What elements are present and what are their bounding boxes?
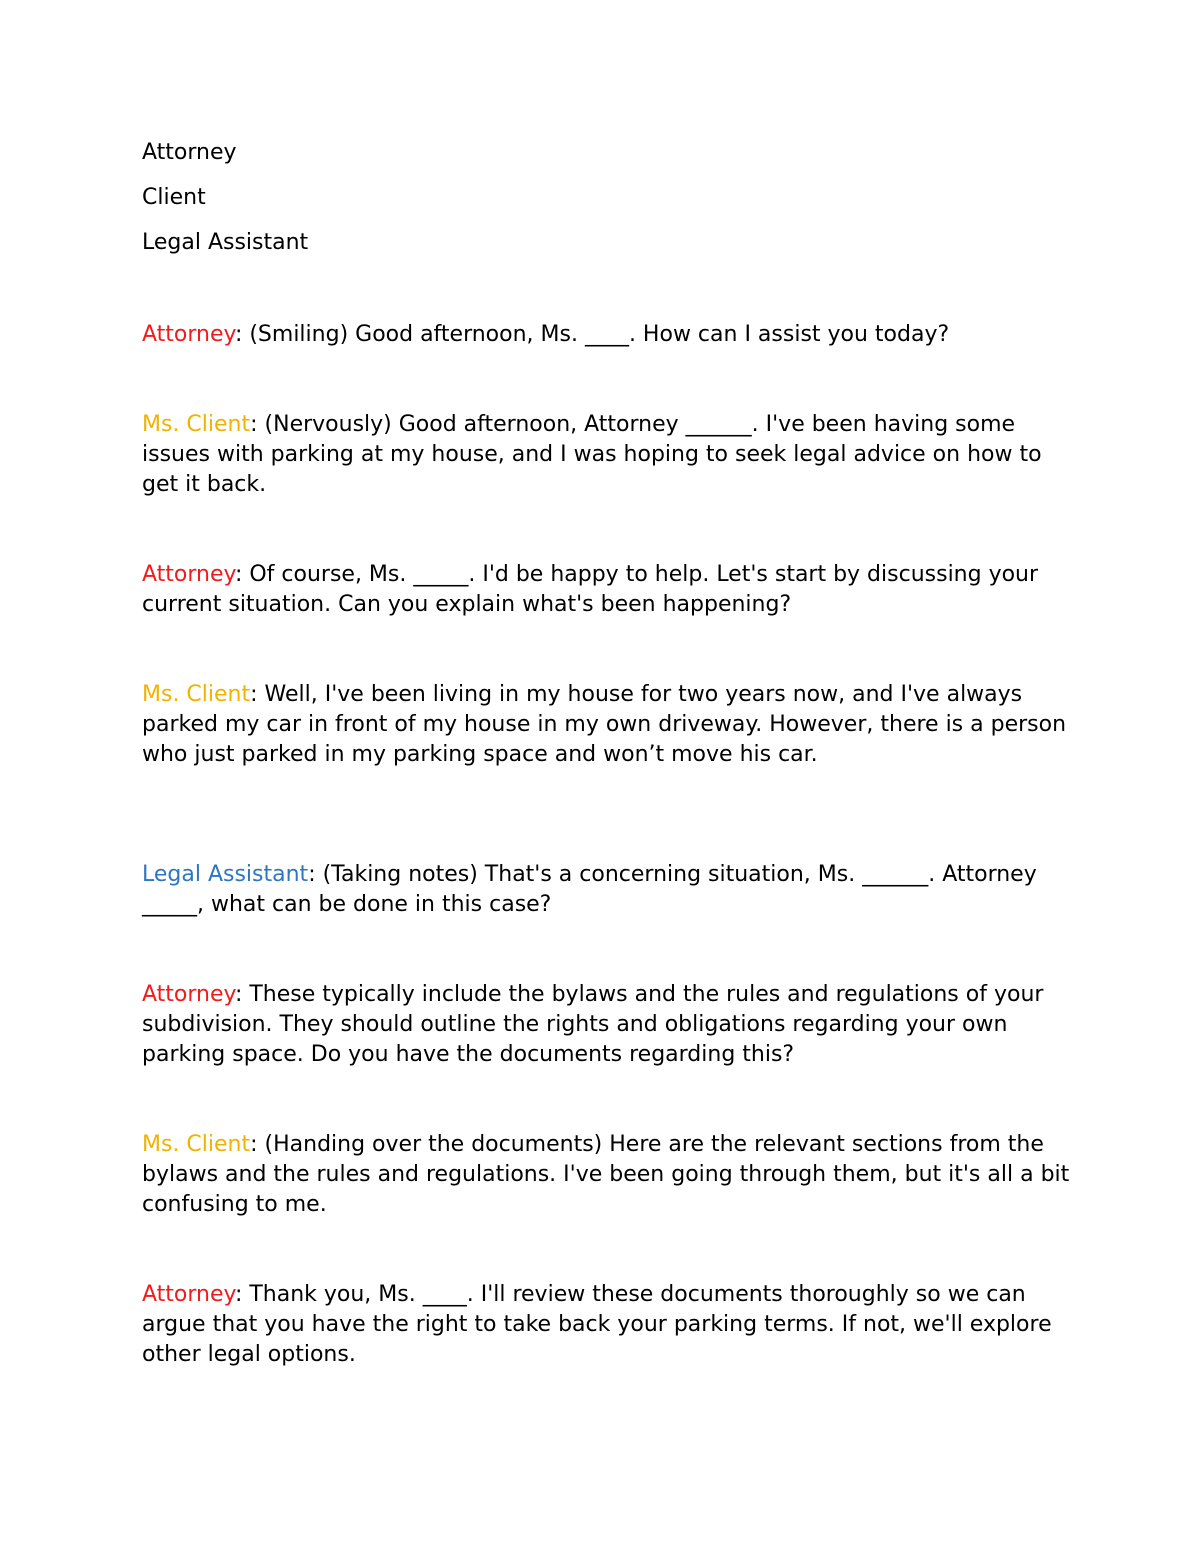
- dialogue-text: : (Nervously) Good afternoon, Attorney ______. I've been having some issues with parking at my house, and I was hoping to seek legal advice on how to get it back.: [142, 412, 1042, 497]
- speaker-client: Ms. Client: [142, 1132, 251, 1157]
- speaker-attorney: Attorney: [142, 982, 235, 1007]
- speaker-attorney: Attorney: [142, 322, 235, 347]
- dialogue-line: [142, 680, 1082, 770]
- speaker-client: Ms. Client: [142, 412, 251, 437]
- dialogue-text: : (Smiling) Good afternoon, Ms. ____. How can I assist you today?: [234, 322, 950, 347]
- dialogue-line: [142, 1130, 1082, 1220]
- dialogue-line: [142, 980, 1082, 1070]
- dialogue-text: : Thank you, Ms. ____. I'll review these documents thoroughly so we can argue that you have the right to take back your parking terms. If not, we'll explore other legal options.: [142, 1282, 1052, 1367]
- speaker-client: Ms. Client: [142, 682, 251, 707]
- speaker-legal-assistant: Legal Assistant: [142, 862, 309, 887]
- dialogue-line: [142, 320, 1082, 350]
- dialogue-line: [142, 410, 1082, 500]
- dialogue-text: : Well, I've been living in my house for two years now, and I've always parked my car in front of my house in my own driveway. However, there is a person who just parked in my parking space and won’t move his car.: [142, 682, 1067, 767]
- cast-item-attorney: Attorney: [142, 140, 237, 165]
- speaker-attorney: Attorney: [142, 1282, 235, 1307]
- cast-item-legal-assistant: Legal Assistant: [142, 230, 309, 255]
- dialogue-text: : (Taking notes) That's a concerning situation, Ms. ______. Attorney _____, what can be done in this case?: [142, 862, 1037, 917]
- dialogue-text: : These typically include the bylaws and the rules and regulations of your subdivision. They should outline the rights and obligations regarding your own parking space. Do you have the documents regarding this?: [142, 982, 1044, 1067]
- cast-list: [142, 138, 1082, 273]
- dialogue-line: [142, 560, 1082, 620]
- dialogue-text: : Of course, Ms. _____. I'd be happy to help. Let's start by discussing your current situation. Can you explain what's been happening?: [142, 562, 1039, 617]
- speaker-attorney: Attorney: [142, 562, 235, 587]
- dialogue-line: [142, 1280, 1082, 1370]
- dialogue-text: : (Handing over the documents) Here are the relevant sections from the bylaws and the rules and regulations. I've been going through them, but it's all a bit confusing to me.: [142, 1132, 1070, 1217]
- cast-item-client: Client: [142, 185, 206, 210]
- dialogue-line: [142, 860, 1082, 920]
